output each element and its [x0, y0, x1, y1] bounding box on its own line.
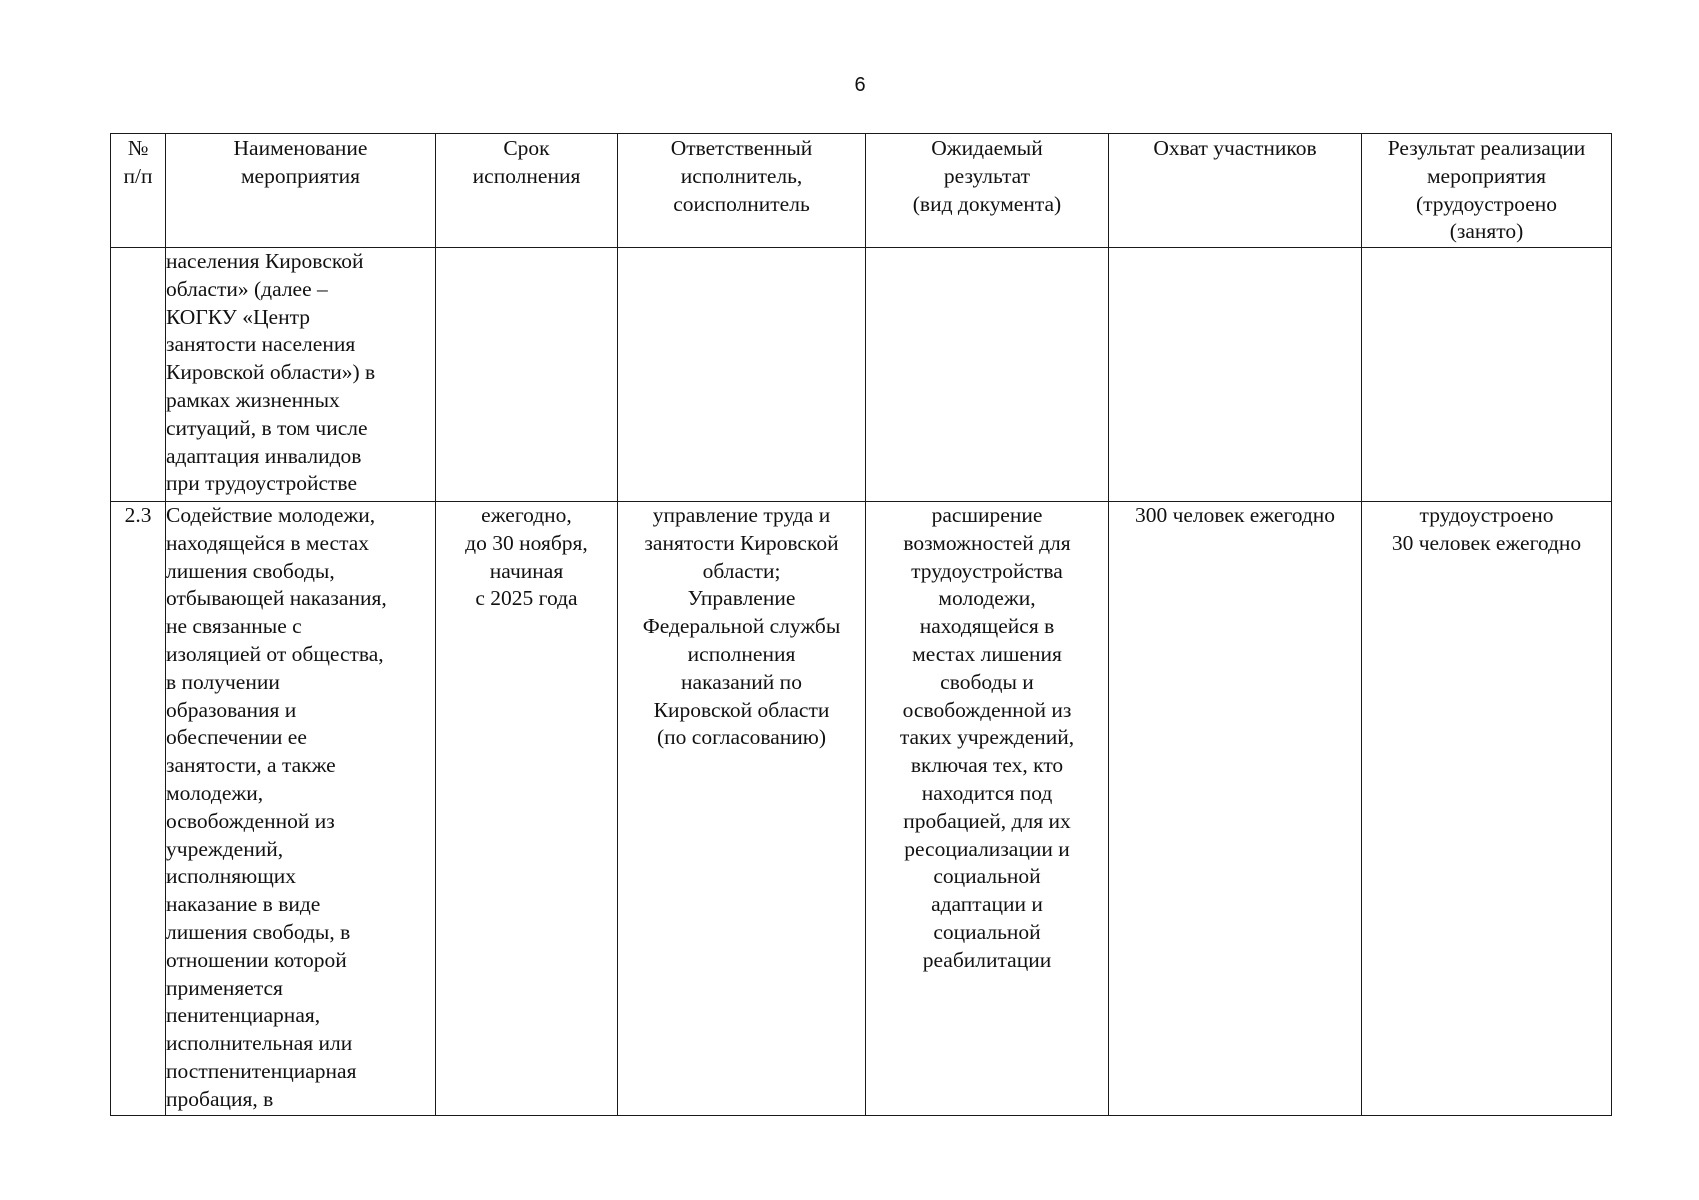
cell-coverage: 300 человек ежегодно	[1109, 502, 1362, 1116]
header-num: № п/п	[111, 134, 166, 248]
header-coverage: Охват участников	[1109, 134, 1362, 248]
cell-name: Содействие молодежи, находящейся в местах лишения свободы, отбывающей наказания, не связанные с изоляцией от общества, в получении образования и обеспечении ее занятости, а также молодежи, освобожденной из учреждений, исполняющих наказание в виде лишения свободы, в отношении которой применяется пенитенциарная, исполнительная или постпенитенциарная пробация, в	[166, 502, 436, 1116]
cell-term	[436, 248, 618, 502]
cell-responsible	[618, 248, 866, 502]
cell-responsible: управление труда и занятости Кировской области; Управление Федеральной службы исполнения наказаний по Кировской области (по согласованию)	[618, 502, 866, 1116]
cell-num	[111, 248, 166, 502]
cell-term: ежегодно, до 30 ноября, начиная с 2025 года	[436, 502, 618, 1116]
cell-expected: расширение возможностей для трудоустройства молодежи, находящейся в местах лишения свободы и освобожденной из таких учреждений, включая тех, кто находится под пробацией, для их ресоциализации и социальной адаптации и социальной реабилитации	[866, 502, 1109, 1116]
table-row	[111, 502, 1612, 1116]
table-row	[111, 248, 1612, 502]
cell-expected	[866, 248, 1109, 502]
header-name: Наименование мероприятия	[166, 134, 436, 248]
cell-coverage	[1109, 248, 1362, 502]
header-expected: Ожидаемый результат (вид документа)	[866, 134, 1109, 248]
header-responsible: Ответственный исполнитель, соисполнитель	[618, 134, 866, 248]
measures-table	[110, 133, 1612, 1116]
page-number: 6	[854, 74, 866, 96]
table-header-row	[111, 134, 1612, 248]
header-term: Срок исполнения	[436, 134, 618, 248]
header-result: Результат реализации мероприятия (трудоустроено (занято)	[1362, 134, 1612, 248]
cell-num: 2.3	[111, 502, 166, 1116]
cell-result	[1362, 248, 1612, 502]
cell-result: трудоустроено 30 человек ежегодно	[1362, 502, 1612, 1116]
cell-name: населения Кировской области» (далее – КОГКУ «Центр занятости населения Кировской области») в рамках жизненных ситуаций, в том числе адаптация инвалидов при трудоустройстве	[166, 248, 436, 502]
